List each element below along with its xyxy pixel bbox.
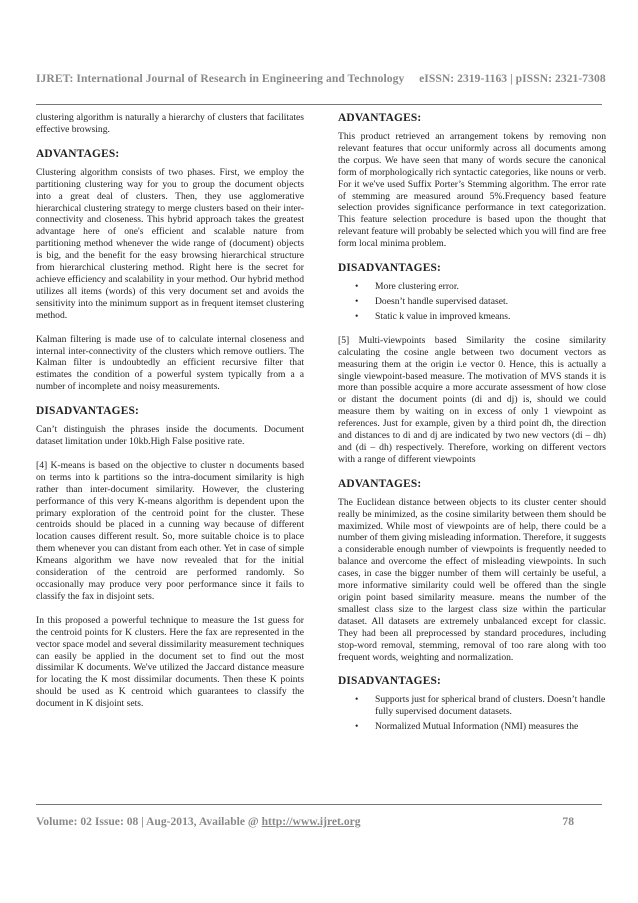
volume-info: Volume: 02 Issue: 08 | Aug-2013, Available @	[36, 815, 262, 828]
header-divider	[36, 104, 602, 105]
paragraph: In this proposed a powerful technique to measure the 1st guess for the centroid points for K clusters. Here the fax are represented in the vector space model and several dissimilarity measurement techniques can easily be applied in the document set to find out the most dissimilar K documents. We've utilized the Jaccard distance measure for locating the K most dissimilar documents. Then these K points should be used as K centroid which guarantees to classify the document in K disjoint sets.	[36, 614, 304, 710]
section-heading: DISADVANTAGES:	[338, 262, 442, 275]
running-header	[36, 72, 606, 85]
footer-divider	[36, 804, 602, 805]
paragraph: [4] K-means is based on the objective to cluster n documents based on terms into k partitions so the intra-document similarity is high rather than inter-document similarity. However, the clustering performance of this very K-means algorithm is dependent upon the primary exploration of the centroid point for the cluster. These centroids should be placed in a cunning way because of different location causes different result. So, more suitable choice is to place them whenever you can distant from each other. Yet in case of simple Kmeans algorithm we have now revealed that for the initial consideration of the centroid are performed randomly. So occasionally may produce very poor performance since it fails to classify the fax in disjoint sets.	[36, 459, 304, 602]
section-heading: ADVANTAGES:	[338, 112, 422, 124]
list-item: • More clustering error.	[375, 281, 606, 293]
paragraph: [5] Multi-viewpoints based Similarity the cosine similarity calculating the cosine angle between two document vectors as measuring them at the origin i.e vector 0. Hence, this is actually a single viewpoint-based measure. The motivation of MVS stands it is more than possible acquire a more accurate assessment of how close or distant the document points (di and dj) is, should we could measure them by waiting on in excess of only 1 viewpoint as references. Just for example, given by a third point dh, the direction and distances to di and dj are indicated by two new vectors (di – dh) and (di – dh) respectively. Therefore, working on different vectors with a range of different viewpoints	[338, 334, 606, 465]
section-heading: ADVANTAGES:	[36, 147, 120, 160]
journal-link[interactable]: http://www.ijret.org	[261, 815, 361, 828]
list-item: • Normalized Mutual Information (NMI) measures the	[375, 721, 606, 733]
paragraph: Can’t distinguish the phrases inside the documents. Document dataset limitation under 10kb.High False positive rate.	[36, 424, 304, 448]
issn-info: eISSN: 2319-1163 | pISSN: 2321-7308	[419, 72, 606, 85]
section-heading: DISADVANTAGES:	[36, 405, 140, 418]
list-item: • Supports just for spherical brand of clusters. Doesn’t handle fully supervised document datasets.	[375, 694, 606, 718]
paragraph: The Euclidean distance between objects to its cluster center should really be minimized, as the cosine similarity between them should be maximized. While most of viewpoints are of help, there could be a number of them giving misleading information. Therefore, it suggests a considerable enough number of viewpoints is frequently needed to balance and overcome the effect of misleading viewpoints. In such cases, in case the bigger number of them will certainly be useful, a more informative similarity could well be offered than the single origin point based similarity measure. means the number of the smallest class size to the largest class size within the particular dataset. All datasets are extremely unbalanced except for classic. They had been all preprocessed by standard procedures, including stop-word removal, stemming, removal of too rare along with too frequent words, weighting and normalization.	[338, 496, 606, 663]
paragraph: This product retrieved an arrangement tokens by removing non relevant features that occur uniformly across all documents among the corpus. We have seen that many of words secure the canonical form of morphologically rich syntactic categories, like nouns or verb. For it we've used Suffix Porter’s Stemming algorithm. The error rate of stemming are measured around 5%.Frequency based feature selection provides significance performance in text categorization. This feature selection procedure is based upon the thought that relevant feature will probably be selected which you will find are free form local minima problem.	[338, 131, 606, 250]
left-column	[36, 112, 304, 722]
paragraph: Clustering algorithm consists of two phases. First, we employ the partitioning clustering way for you to group the document objects into a great deal of clusters. Then, they use agglomerative hierarchical clustering strategy to merge clusters based on their inter-connectivity and closeness. This hybrid approach takes the greatest advantage here of one's efficient and scalable nature from partitioning method whenever the wide range of (document) objects is big, and the benefit for the easy browsing hierarchical structure from hierarchical clustering method. Right here is the secret for achieve efficiency and scalability in your method. Our hybrid method utilizes all items (words) of this very document set and avoids the sensitivity into the minimum support as in frequent itemset clustering method.	[36, 166, 304, 321]
right-column	[338, 112, 606, 745]
paragraph: clustering algorithm is naturally a hierarchy of clusters that facilitates effective browsing.	[36, 112, 304, 135]
running-footer	[36, 815, 602, 828]
paragraph: Kalman filtering is made use of to calculate internal closeness and internal inter-connectivity of the clusters which remove outliers. The Kalman filter is undoubtedly an efficient recursive filter that estimates the condition of a powerful system typically from a a number of incomplete and noisy measurements.	[36, 333, 304, 393]
bullet-list	[338, 694, 606, 733]
section-heading: ADVANTAGES:	[338, 477, 422, 490]
bullet-list	[338, 281, 606, 323]
page-number: 78	[562, 815, 574, 828]
list-item: • Doesn’t handle supervised dataset.	[375, 296, 606, 308]
journal-title: IJRET: International Journal of Research in Engineering and Technology	[36, 72, 405, 85]
section-heading: DISADVANTAGES:	[338, 675, 442, 688]
list-item: • Static k value in improved kmeans.	[375, 311, 606, 323]
